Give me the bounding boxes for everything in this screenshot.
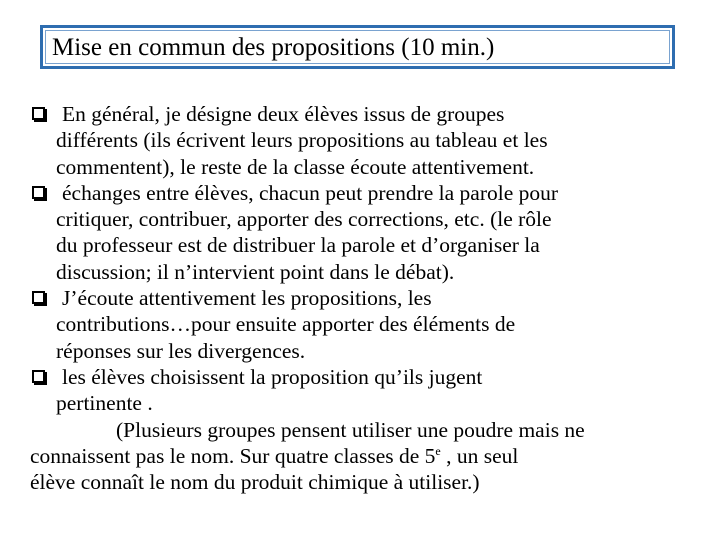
bullet-line: pertinente .	[56, 391, 153, 416]
bullet-line: critiquer, contribuer, apporter des corrections, etc. (le rôle	[56, 207, 552, 232]
bullet-line: commentent), le reste de la classe écoute attentivement.	[56, 154, 535, 179]
page-title: Mise en commun des propositions (10 min.)	[52, 34, 495, 61]
bullet-line: échanges entre élèves, chacun peut prendre la parole pour	[62, 180, 559, 205]
note-text: connaissent pas le nom. Sur quatre classes de 5	[30, 443, 436, 468]
checkbox-icon	[32, 186, 45, 199]
bullet-item	[30, 285, 695, 364]
bullet-line: contributions…pour ensuite apporter des éléments de	[56, 312, 516, 337]
bullet-line: les élèves choisissent la proposition qu’ils jugent	[62, 364, 483, 389]
checkbox-icon	[32, 291, 45, 304]
title-box	[40, 25, 675, 69]
bullet-item	[30, 101, 695, 180]
content-body	[30, 101, 695, 495]
bullet-line: discussion; il n’intervient point dans le débat).	[56, 259, 455, 284]
checkbox-icon	[32, 107, 45, 120]
note-line	[30, 443, 695, 469]
note-line: élève connaît le nom du produit chimique à utiliser.)	[30, 470, 480, 495]
note-superscript: e	[435, 443, 441, 458]
note-line: (Plusieurs groupes pensent utiliser une poudre mais ne	[116, 417, 585, 442]
note-text: , un seul	[440, 443, 519, 468]
bullet-line: différents (ils écrivent leurs propositions au tableau et les	[56, 128, 548, 153]
bullet-line: En général, je désigne deux élèves issus de groupes	[62, 102, 505, 126]
bullet-line: du professeur est de distribuer la parole et d’organiser la	[56, 233, 540, 258]
bullet-line: J’écoute attentivement les propositions, les	[62, 286, 432, 311]
bullet-item	[30, 180, 695, 285]
bullet-line: réponses sur les divergences.	[56, 338, 306, 363]
bullet-item	[30, 364, 695, 417]
checkbox-icon	[32, 370, 45, 383]
note-paragraph	[30, 417, 695, 496]
